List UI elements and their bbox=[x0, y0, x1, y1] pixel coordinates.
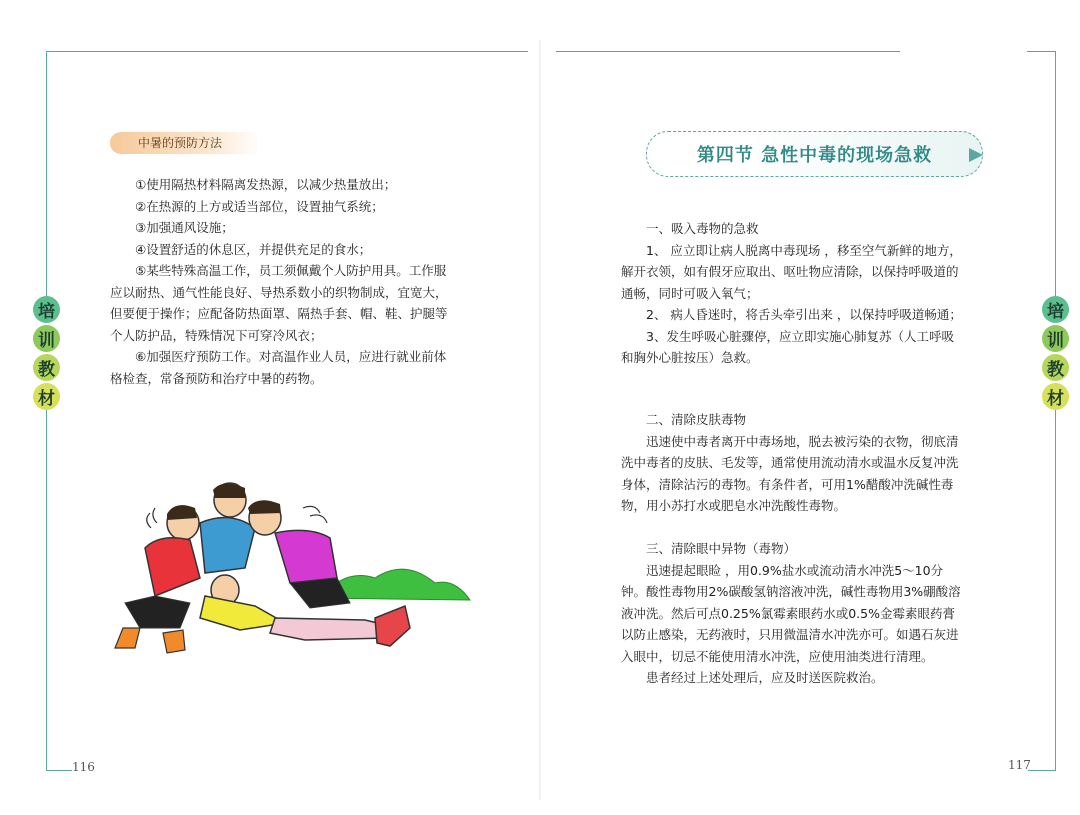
section-2 bbox=[621, 409, 966, 517]
prevention-list bbox=[110, 174, 450, 389]
left-frame-side bbox=[46, 51, 47, 298]
page-number-left: 116 bbox=[72, 760, 95, 774]
list-item: ②在热源的上方或适当部位，设置抽气系统； bbox=[135, 198, 384, 214]
side-tab-left bbox=[33, 296, 60, 410]
left-frame-side-lower bbox=[46, 402, 47, 770]
side-tab-char: 材 bbox=[33, 383, 60, 410]
right-page bbox=[540, 0, 1080, 815]
first-aid-illustration bbox=[105, 478, 475, 673]
section-title-box bbox=[646, 131, 983, 177]
section-1 bbox=[621, 218, 966, 369]
side-tab-char: 培 bbox=[1042, 296, 1069, 323]
section-paragraph: 迅速提起眼睑 ，用0.9%盐水或流动清水冲洗5～10分钟。酸性毒物用2%碳酸氢钠溶液冲洗，碱性毒物用3%硼酸溶液冲洗。然后可点0.25%氯霉素眼药水或0.5%金霉素眼药膏以防止感染，无药液时，只用微温清水冲洗亦可。如遇石灰进入眼中，切忌不能使用清水冲洗，应使用油类进行清理。 bbox=[621, 562, 961, 664]
left-frame-top bbox=[46, 51, 528, 52]
side-tab-right bbox=[1042, 296, 1069, 410]
list-item: ①使用隔热材料隔离发热源，以减少热量放出； bbox=[135, 177, 397, 192]
side-tab-char: 教 bbox=[33, 354, 60, 381]
section-paragraph: 3、发生呼吸心脏骤停，应立即实施心肺复苏（人工呼吸和胸外心脏按压）急救。 bbox=[621, 328, 954, 365]
section-paragraph: 1、 应立即让病人脱离中毒现场 ，移至空气新鲜的地方，解开衣领，如有假牙应取出、呕吐物应清除，以保持呼吸道的通畅，同时可吸入氧气； bbox=[621, 242, 962, 301]
left-frame-bottom bbox=[46, 770, 72, 771]
page-number-right: 117 bbox=[1008, 758, 1031, 772]
right-frame-top bbox=[556, 51, 900, 52]
list-item: ③加强通风设施； bbox=[135, 220, 234, 235]
title-arrow-icon bbox=[969, 148, 983, 162]
section-paragraph: 2、 病人昏迷时，将舌头牵引出来 ，以保持呼吸道畅通； bbox=[646, 307, 962, 322]
section-title: 第四节 急性中毒的现场急救 bbox=[696, 145, 933, 166]
right-frame-side bbox=[1055, 51, 1056, 298]
side-tab-char: 培 bbox=[33, 296, 60, 323]
section-heading: 三、清除眼中异物（毒物） bbox=[646, 541, 797, 556]
section-3 bbox=[621, 538, 966, 689]
subsection-banner: 中暑的预防方法 bbox=[110, 132, 260, 154]
side-tab-char: 教 bbox=[1042, 354, 1069, 381]
side-tab-char: 训 bbox=[1042, 325, 1069, 352]
section-heading: 一、吸入毒物的急救 bbox=[646, 221, 759, 236]
right-frame-corner bbox=[1027, 51, 1055, 52]
list-item: ⑥加强医疗预防工作。对高温作业人员，应进行就业前体格检查，常备预防和治疗中暑的药物。 bbox=[110, 349, 447, 386]
side-tab-char: 材 bbox=[1042, 383, 1069, 410]
right-frame-side-lower bbox=[1055, 402, 1056, 770]
section-heading: 二、清除皮肤毒物 bbox=[646, 412, 747, 427]
side-tab-char: 训 bbox=[33, 325, 60, 352]
right-frame-bottom bbox=[1028, 770, 1056, 771]
list-item: ⑤某些特殊高温工作，员工须佩戴个人防护用具。工作服应以耐热、通气性能良好、导热系数小的织物制成，宜宽大，但要便于操作；应配备防热面罩、隔热手套、帽、鞋、护腿等个人防护品，特殊情况下可穿冷风衣； bbox=[110, 263, 448, 343]
section-paragraph: 患者经过上述处理后，应及时送医院救治。 bbox=[646, 670, 884, 685]
book-spine bbox=[539, 40, 541, 800]
section-paragraph: 迅速使中毒者离开中毒场地，脱去被污染的衣物，彻底清洗中毒者的皮肤、毛发等，通常使用流动清水或温水反复冲洗身体，清除沾污的毒物。有条件者，可用1%醋酸冲洗碱性毒物，用小苏打水或肥皂水冲洗酸性毒物。 bbox=[621, 433, 959, 513]
list-item: ④设置舒适的休息区，并提供充足的食水； bbox=[135, 241, 372, 257]
